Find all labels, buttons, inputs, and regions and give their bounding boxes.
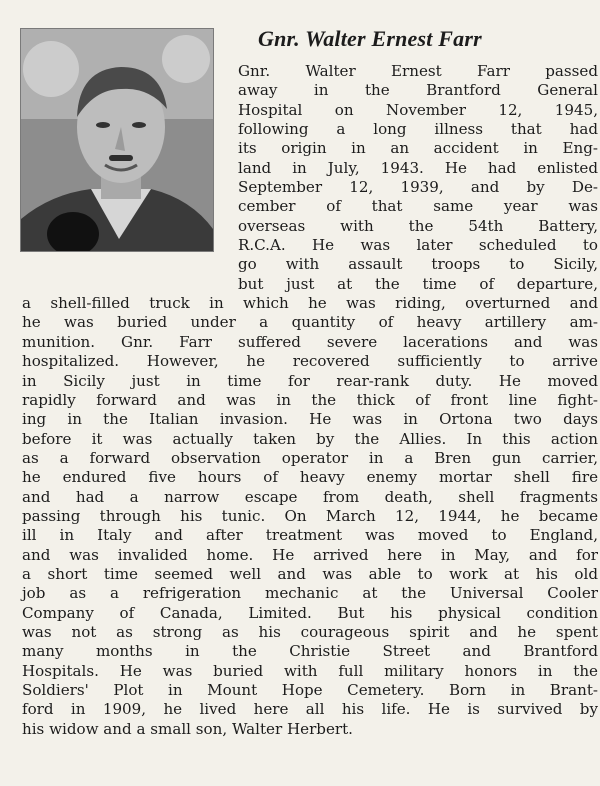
obituary-text-line-content: as a forward observation operator in a Bren gun carrier, (22, 448, 598, 467)
obituary-text-line-content: following a long illness that had (238, 120, 598, 139)
obituary-text-line-content: before it was actually taken by the Allies. In this action (22, 429, 598, 448)
obituary-text-line (22, 62, 598, 81)
obituary-text-line-content: he was buried under a quantity of heavy artillery am- (22, 313, 598, 332)
obituary-text-line-content: passing through his tunic. On March 12, 1944, he became (22, 506, 598, 525)
obituary-text-line (22, 139, 598, 158)
obituary-text-line (22, 410, 598, 429)
obituary-text-line (22, 217, 598, 236)
obituary-text-line-content: cember of that same year was (238, 197, 598, 216)
obituary-text-line (22, 468, 598, 487)
obituary-text-line (22, 255, 598, 274)
obituary-text-line (22, 565, 598, 584)
obituary-text-line-content: ing in the Italian invasion. He was in Ortona two days (22, 410, 598, 429)
obituary-text-line-content: he endured five hours of heavy enemy mortar shell fire (22, 468, 598, 487)
obituary-text-line (22, 159, 598, 178)
obituary-text-line (22, 236, 598, 255)
obituary-text-line-content: job as a refrigeration mechanic at the Universal Cooler (22, 584, 598, 603)
obituary-text-line (22, 662, 598, 681)
obituary-text-line (22, 333, 598, 352)
obituary-text-line-content: a short time seemed well and was able to work at his old (22, 564, 598, 583)
obituary-text-line (22, 642, 598, 661)
obituary-text-line-content: ill in Italy and after treatment was moved to England, (22, 526, 598, 545)
obituary-text-line (22, 449, 598, 468)
obituary-text-line (22, 546, 598, 565)
obituary-text-line-content: R.C.A. He was later scheduled to (238, 236, 598, 255)
obituary-text-line (22, 720, 598, 739)
obituary-text-line-content: and was invalided home. He arrived here in May, and for (22, 545, 598, 564)
obituary-text-line (22, 101, 598, 120)
obituary-text-line-content: but just at the time of departure, (238, 274, 598, 293)
obituary-text-line-content: Gnr. Walter Ernest Farr passed (238, 62, 598, 80)
obituary-text-line-content: and had a narrow escape from death, shell fragments (22, 487, 598, 506)
obituary-text-line (22, 700, 598, 719)
obituary-text-line-content: away in the Brantford General (238, 81, 598, 100)
obituary-text-line-content: in Sicily just in time for rear-rank duty. He moved (22, 371, 598, 390)
obituary-text-line (22, 430, 598, 449)
obituary-text-line (22, 294, 598, 313)
obituary-text-line (22, 584, 598, 603)
obituary-text-line-content: its origin in an accident in Eng- (238, 139, 598, 158)
obituary-text-line-content: Hospital on November 12, 1945, (238, 100, 598, 119)
obituary-text-line-content: Hospitals. He was buried with full military honors in the (22, 661, 598, 680)
obituary-text-line (22, 372, 598, 391)
obituary-text-line-content: go with assault troops to Sicily, (238, 255, 598, 274)
obituary-text-line (22, 178, 598, 197)
obituary-text-line-content: land in July, 1943. He had enlisted (238, 158, 598, 177)
obituary-text-line-content: a shell-filled truck in which he was riding, overturned and (22, 294, 598, 313)
obituary-text-line-content: munition. Gnr. Farr suffered severe lacerations and was (22, 332, 598, 351)
obituary-text-line (22, 120, 598, 139)
obituary-text-line (22, 197, 598, 216)
obituary-text-line-content: ford in 1909, he lived here all his life. He is survived by (22, 700, 598, 719)
obituary-text-line (22, 488, 598, 507)
obituary-text-line (22, 81, 598, 100)
obituary-text-line (22, 352, 598, 371)
obituary-text-line (22, 623, 598, 642)
obituary-text-line (22, 681, 598, 700)
obituary-text-line-content: his widow and a small son, Walter Herbert. (22, 719, 353, 738)
obituary-body (22, 62, 598, 739)
obituary-text-line (22, 275, 598, 294)
obituary-text-line (22, 313, 598, 332)
obituary-text-line (22, 391, 598, 410)
obituary-text-line-content: overseas with the 54th Battery, (238, 216, 598, 235)
obituary-text-line-content: rapidly forward and was in the thick of front line fight- (22, 390, 598, 409)
obituary-text-line (22, 526, 598, 545)
obituary-text-line-content: Company of Canada, Limited. But his physical condition (22, 603, 598, 622)
obituary-title: Gnr. Walter Ernest Farr (258, 26, 482, 51)
obituary-text-line (22, 507, 598, 526)
obituary-text-line (22, 604, 598, 623)
obituary-text-line-content: many months in the Christie Street and Brantford (22, 642, 598, 661)
obituary-text-line-content: hospitalized. However, he recovered sufficiently to arrive (22, 352, 598, 371)
obituary-text-line-content: was not as strong as his courageous spirit and he spent (22, 622, 598, 641)
obituary-text-line-content: September 12, 1939, and by De- (238, 178, 598, 197)
obituary-text-line-content: Soldiers' Plot in Mount Hope Cemetery. Born in Brant- (22, 681, 598, 699)
